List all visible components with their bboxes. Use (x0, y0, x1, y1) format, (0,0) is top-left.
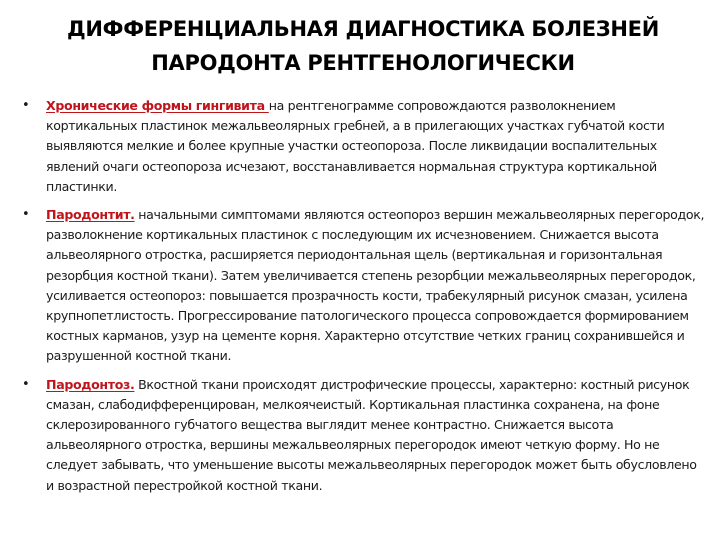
text-chronic-gingivitis: на рентгенограмме сопровождаются разволокнением кортикальных пластинок межальвеолярных гребней, а в прилегающих участках губчатой кости выявляются мелкие и более крупные участки остеопороза. После ликвидации воспалительных явлений очаги остеопороза исчезают, восстанавливается нормальная структура кортикальной пластинки. (46, 98, 665, 194)
bullet-dot-icon: • (22, 376, 30, 392)
term-periodontosis: Пародонтоз. (46, 376, 135, 392)
bullet-dot-icon: • (22, 207, 30, 223)
bullet-periodontitis (20, 205, 706, 367)
title-line-1: ДИФФЕРЕНЦИАЛЬНАЯ ДИАГНОСТИКА БОЛЕЗНЕЙ (67, 17, 659, 41)
term-chronic-gingivitis: Хронические формы гингивита (46, 98, 269, 113)
text-periodontitis: начальными симптомами являются остеопороз вершин межальвеолярных перегородок, разволокнение кортикальных пластинок с последующим их исчезновением. Снижается высота альвеолярного отростка, расширяется периодонтальная щель (вертикальная и горизонтальная резорбция костной ткани). Затем увеличивается степень резорбции межальвеолярных перегородок, усиливается остеопороз: повышается прозрачность кости, трабекулярный рисунок смазан, усилена крупнопетлистость. Прогрессирование патологического процесса сопровождается формированием костных карманов, узур на цементе корня. Характерно отсутствие четких границ сохранившейся и разрушенной костной ткани. (46, 207, 705, 364)
term-periodontitis: Пародонтит. (46, 207, 135, 223)
bullet-periodontosis (20, 375, 706, 496)
text-periodontosis: Вкостной ткани происходят дистрофические процессы, характерно: костный рисунок смазан, слабодифференцирован, мелкоячеистый. Кортикальная пластинка сохранена, на фоне склерозированного губчатого вещества выглядит менее контрастно. Снижается высота альвеолярного отростка, вершины межальвеолярных перегородок имеют четкую форму. Но не следует забывать, что уменьшение высоты межальвеолярных перегородок может быть обусловлено и возрастной перестройкой костной ткани. (46, 376, 697, 493)
title-line-2: ПАРОДОНТА РЕНТГЕНОЛОГИЧЕСКИ (151, 51, 575, 75)
slide-title (20, 12, 706, 80)
bullet-chronic-gingivitis (20, 96, 706, 197)
bullet-list (20, 96, 706, 496)
bullet-dot-icon: • (22, 98, 30, 113)
